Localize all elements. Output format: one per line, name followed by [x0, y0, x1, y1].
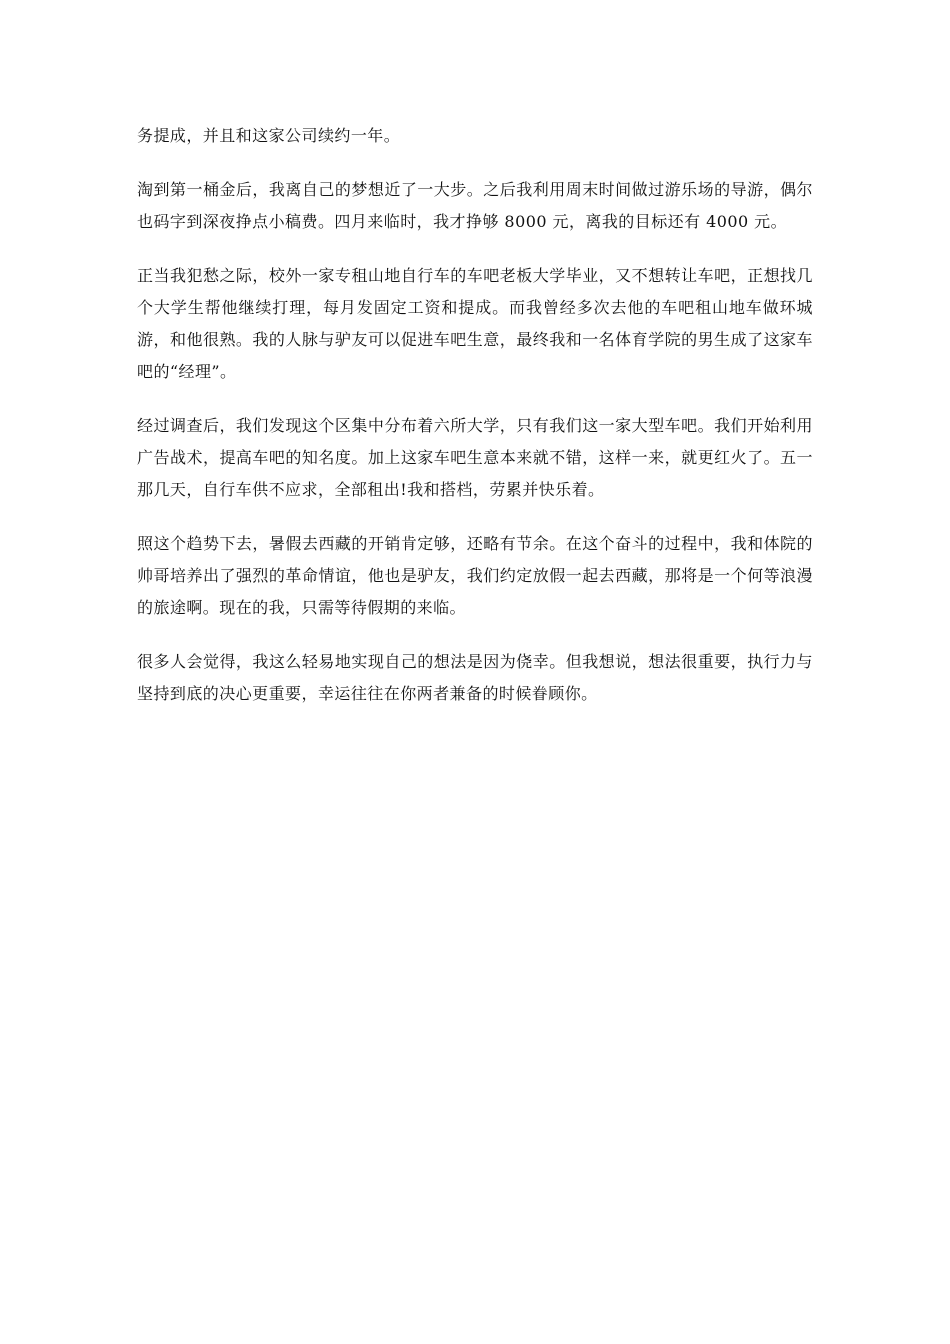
paragraph: 很多人会觉得，我这么轻易地实现自己的想法是因为侥幸。但我想说，想法很重要，执行力与坚持到底的决心更重要，幸运往往在你两者兼备的时候眷顾你。 [137, 652, 813, 703]
paragraph: 务提成，并且和这家公司续约一年。 [137, 126, 401, 145]
paragraph: 经过调查后，我们发现这个区集中分布着六所大学，只有我们这一家大型车吧。我们开始利用广告战术，提高车吧的知名度。加上这家车吧生意本来就不错，这样一来，就更红火了。五一那几天，自行车供不应求，全部租出!我和搭档，劳累并快乐着。 [137, 416, 813, 499]
paragraph: 正当我犯愁之际，校外一家专租山地自行车的车吧老板大学毕业，又不想转让车吧，正想找几个大学生帮他继续打理，每月发固定工资和提成。而我曾经多次去他的车吧租山地车做环城游，和他很熟。我的人脉与驴友可以促进车吧生意，最终我和一名体育学院的男生成了这家车吧的“经理”。 [137, 266, 813, 381]
paragraph: 淘到第一桶金后，我离自己的梦想近了一大步。之后我利用周末时间做过游乐场的导游，偶尔也码字到深夜挣点小稿费。四月来临时，我才挣够 8000 元，离我的目标还有 4000 元。 [137, 180, 813, 231]
paragraph: 照这个趋势下去，暑假去西藏的开销肯定够，还略有节余。在这个奋斗的过程中，我和体院的帅哥培养出了强烈的革命情谊，他也是驴友，我们约定放假一起去西藏，那将是一个何等浪漫的旅途啊。现在的我，只需等待假期的来临。 [137, 534, 813, 617]
document-body [137, 120, 813, 710]
